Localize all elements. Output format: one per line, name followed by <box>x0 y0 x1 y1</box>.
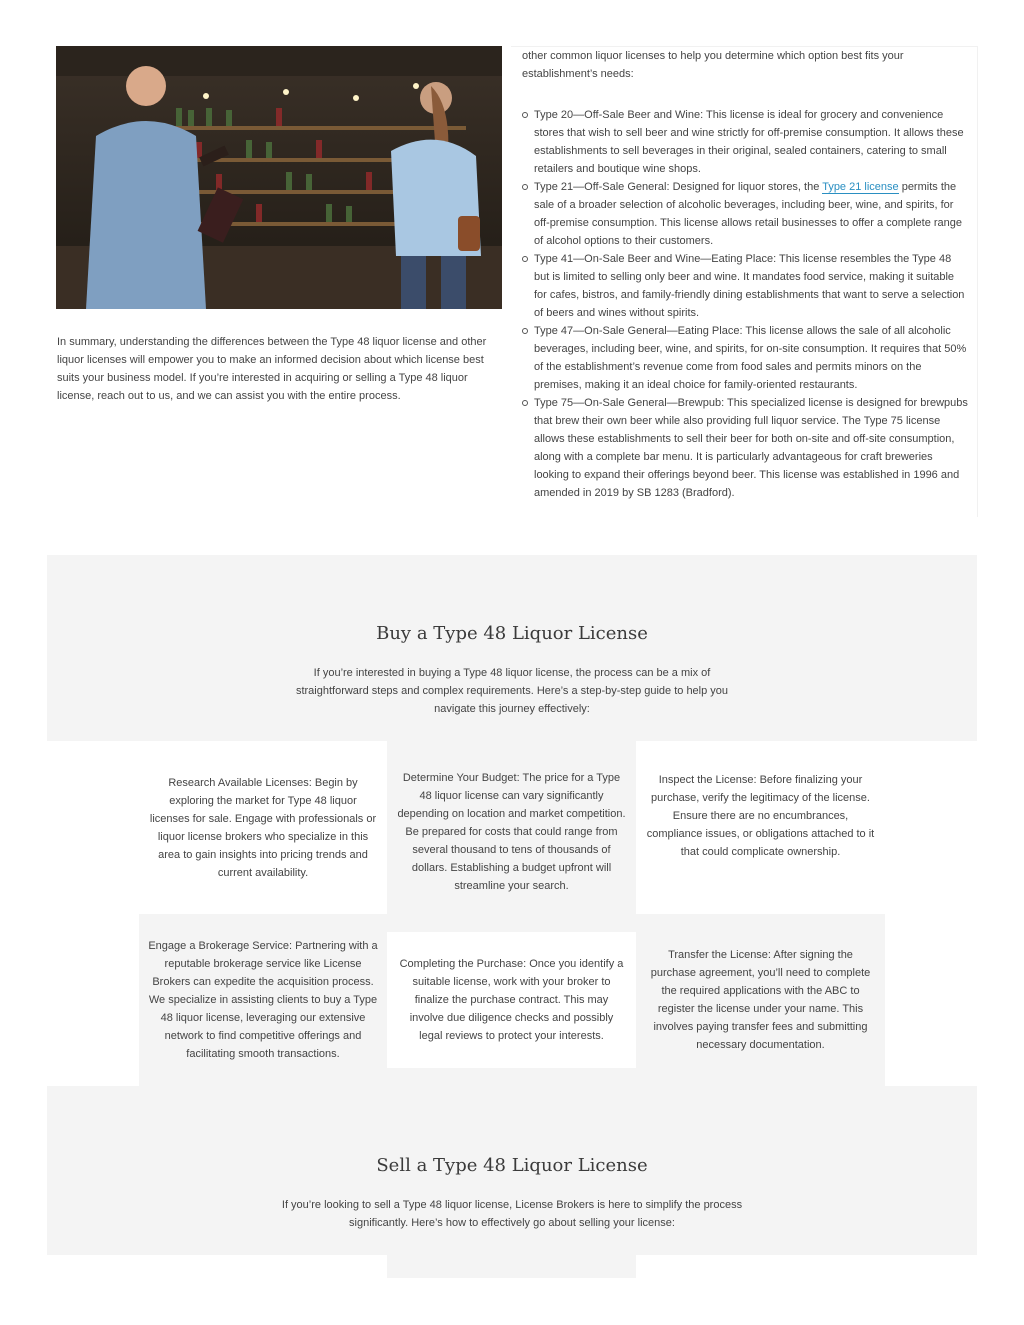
circle-bullet-icon <box>522 184 528 190</box>
circle-bullet-icon <box>522 256 528 262</box>
step-card-transfer: Transfer the License: After signing the purchase agreement, you’ll need to complete the required applications with the ABC to register the license under your name. This involves paying transfer fees and submitting necessary documentation. <box>636 914 885 1086</box>
list-item: Type 47—On-Sale General—Eating Place: This license allows the sale of all alcoholic beverages, including beer, wine, and spirits, for on-site consumption. It requires that 50% of the establishment’s revenue come from food sales and permits minors on the premises, making it an ideal choice for family-oriented restaurants. <box>522 322 968 394</box>
list-item: Type 41—On-Sale Beer and Wine—Eating Place: This license resembles the Type 48 but is limited to selling only beer and wine. It mandates food service, making it suitable for cafes, bistros, and family-friendly dining establishments that want to serve a selection of beers and wines without spirits. <box>522 250 968 322</box>
type-21-license-link[interactable]: Type 21 license <box>822 181 899 193</box>
step-card-budget: Determine Your Budget: The price for a Type 48 liquor license can vary significantly depending on location and market competition. Be prepared for costs that could range from several thousand to tens of thousands of dollars. Establishing a budget upfront will streamline your search. <box>387 741 636 914</box>
buy-section-title: Buy a Type 48 Liquor License <box>376 623 648 644</box>
wine-shop-photo <box>56 46 502 309</box>
list-item: Type 75—On-Sale General—Brewpub: This specialized license is designed for brewpubs that brew their own beer while also providing full liquor service. The Type 75 license allows these establishments to sell their beer for both on-site and off-site consumption, along with a complete bar menu. It is particularly advantageous for craft breweries looking to expand their offerings beyond beer. This license was established in 1996 and amended in 2019 by SB 1283 (Bradford). <box>522 394 968 502</box>
circle-bullet-icon <box>522 112 528 118</box>
license-types-list <box>522 106 968 502</box>
step-card-inspect: Inspect the License: Before finalizing your purchase, verify the legitimacy of the license. Ensure there are no encumbrances, compliance issues, or obligations attached to it that could complicate ownership. <box>636 741 885 914</box>
list-item: Type 21—Off-Sale General: Designed for liquor stores, the Type 21 license permits the sale of a broader selection of alcoholic beverages, including beer, wine, and spirits, for off-premise consumption. This license allows retail businesses to offer a complete range of alcohol options to their customers. <box>522 178 968 250</box>
step-card-brokerage: Engage a Brokerage Service: Partnering with a reputable brokerage service like License Brokers can expedite the acquisition process. We specialize in assisting clients to buy a Type 48 liquor license, leveraging our extensive network to find competitive offerings and facilitating smooth transactions. <box>139 914 387 1086</box>
list-item: Type 20—Off-Sale Beer and Wine: This license is ideal for grocery and convenience stores that wish to sell beer and wine strictly for off-premise consumption. It allows these establishments to sell beverages in their original, sealed containers, catering to small retailers and boutique wine shops. <box>522 106 968 178</box>
sell-section-title: Sell a Type 48 Liquor License <box>376 1155 648 1176</box>
buy-section-intro: If you’re interested in buying a Type 48 liquor license, the process can be a mix of straightforward steps and complex requirements. Here’s a step-by-step guide to help you navigate this journey effectively: <box>295 667 729 715</box>
sell-section-intro: If you’re looking to sell a Type 48 liquor license, License Brokers is here to simplify the process significantly. Here’s how to effectively go about selling your license: <box>281 1199 743 1229</box>
circle-bullet-icon <box>522 400 528 406</box>
step-card-purchase: Completing the Purchase: Once you identify a suitable license, work with your broker to finalize the purchase contract. This may involve due diligence checks and possibly legal reviews to protect your interests. <box>387 932 636 1068</box>
summary-paragraph: In summary, understanding the differences between the Type 48 liquor license and other liquor licenses will empower you to make an informed decision about which license best suits your business model. If you’re interested in acquiring or selling a Type 48 liquor license, reach out to us, and we can assist you with the entire process. <box>57 336 487 402</box>
sell-step-card-partial <box>387 1255 636 1278</box>
circle-bullet-icon <box>522 328 528 334</box>
intro-paragraph: other common liquor licenses to help you determine which option best fits your establishment’s needs: <box>522 50 904 80</box>
shop-photo-icon <box>56 46 502 309</box>
step-card-research: Research Available Licenses: Begin by exploring the market for Type 48 liquor licenses for sale. Engage with professionals or liquor license brokers who specialize in this area to gain insights into pricing trends and current availability. <box>139 741 387 914</box>
